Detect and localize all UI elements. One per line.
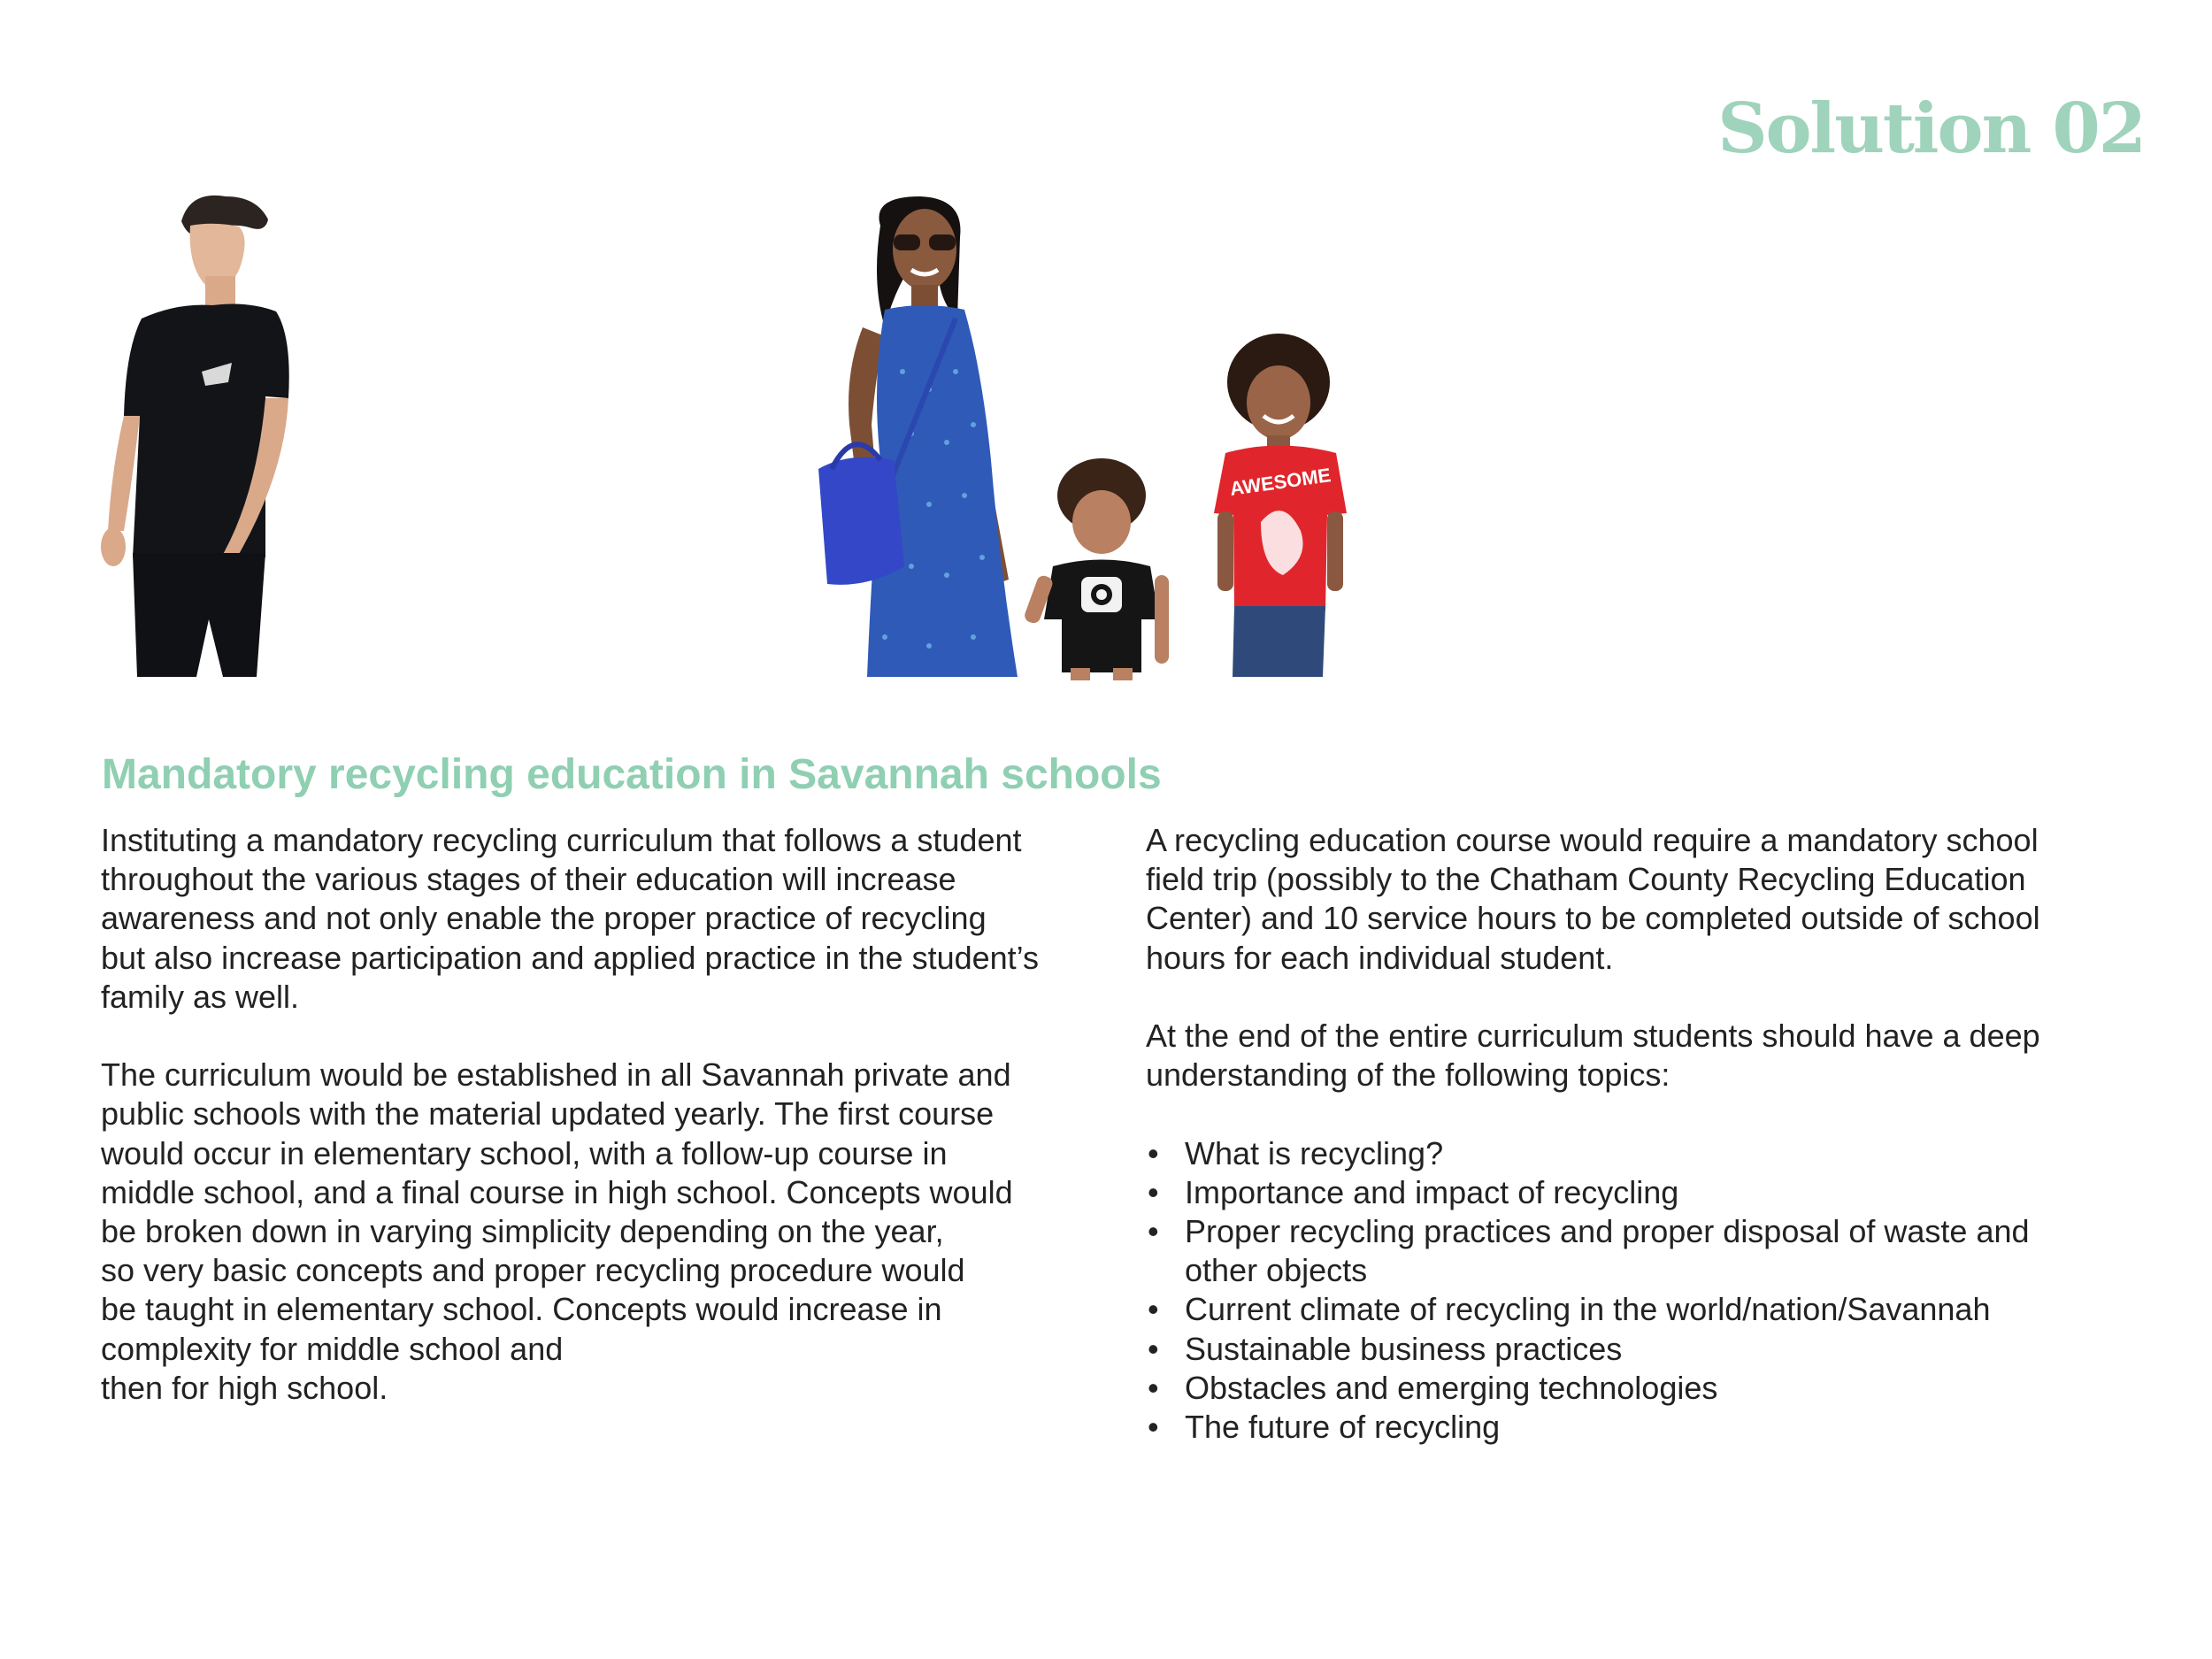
text-line: middle school, and a final course in high school. Concepts would [101, 1173, 1013, 1210]
toddler-figure [1023, 458, 1169, 680]
text-line: A recycling education course would require a mandatory school [1146, 822, 2039, 858]
list-item [1146, 1369, 2172, 1408]
text-line: Proper recycling practices and proper disposal of waste and [1185, 1213, 2030, 1249]
text-line: would occur in elementary school, with a follow-up course in [101, 1134, 948, 1171]
left-column [101, 821, 1163, 1408]
text-line: Center) and 10 service hours to be completed outside of school [1146, 900, 2040, 937]
bullet-icon: • [1148, 1134, 1159, 1171]
bullet-icon: • [1148, 1369, 1159, 1406]
text-line: What is recycling? [1185, 1134, 1444, 1171]
text-line: field trip (possibly to the Chatham County Recycling Education [1146, 861, 2026, 898]
right-column [1146, 821, 2172, 1447]
text-line: throughout the various stages of their education will increase [101, 861, 956, 898]
text-line: The curriculum would be established in all Savannah private and [101, 1056, 1011, 1094]
text-line: so very basic concepts and proper recycling procedure would [101, 1252, 965, 1289]
text-line: Current climate of recycling in the world/nation/Savannah [1185, 1291, 1991, 1328]
text-line: public schools with the material updated yearly. The first course [101, 1095, 995, 1133]
right-paragraph-2 [1146, 1017, 2172, 1094]
text-line: hours for each individual student. [1146, 939, 1614, 976]
bullet-icon: • [1148, 1330, 1159, 1367]
text-line: Instituting a mandatory recycling curriculum that follows a student [101, 822, 1022, 858]
list-item [1146, 1290, 2172, 1329]
text-line: but also increase participation and applied practice in the student’s [101, 939, 1040, 976]
text-line: family as well. [101, 978, 300, 1015]
text-line: be taught in elementary school. Concepts would increase in [101, 1291, 942, 1328]
right-paragraph-1 [1146, 821, 2172, 978]
tshirt-text: AWESOME [1228, 464, 1333, 500]
text-line: Sustainable business practices [1185, 1330, 1623, 1367]
bullet-icon: • [1148, 1213, 1159, 1249]
text-line: other objects [1185, 1252, 1368, 1289]
text-line: complexity for middle school and [101, 1330, 564, 1367]
section-heading: Mandatory recycling education in Savannah schools [102, 751, 1162, 798]
left-paragraph-2 [101, 1056, 1163, 1408]
list-item [1146, 1134, 2172, 1173]
text-line: Obstacles and emerging technologies [1185, 1369, 1718, 1406]
bullet-icon: • [1148, 1291, 1159, 1328]
teen-boy-figure [101, 196, 289, 677]
text-line: then for high school. [101, 1369, 388, 1406]
bullet-icon: • [1148, 1409, 1159, 1446]
girl-figure [1214, 334, 1347, 677]
left-paragraph-1 [101, 821, 1163, 1017]
text-line: The future of recycling [1185, 1409, 1501, 1446]
text-line: awareness and not only enable the proper practice of recycling [101, 900, 987, 937]
text-line: Importance and impact of recycling [1185, 1173, 1679, 1210]
list-item [1146, 1408, 2172, 1447]
people-photo [0, 0, 2212, 699]
list-item [1146, 1173, 2172, 1212]
text-line: understanding of the following topics: [1146, 1056, 1671, 1094]
page-title: Solution 02 [1717, 88, 2145, 169]
text-line: be broken down in varying simplicity depending on the year, [101, 1213, 944, 1250]
topics-list [1146, 1134, 2172, 1448]
list-item [1146, 1330, 2172, 1369]
woman-figure [818, 196, 1018, 677]
bullet-icon: • [1148, 1173, 1159, 1210]
text-line: At the end of the entire curriculum students should have a deep [1146, 1018, 2040, 1054]
list-item [1146, 1212, 2172, 1290]
